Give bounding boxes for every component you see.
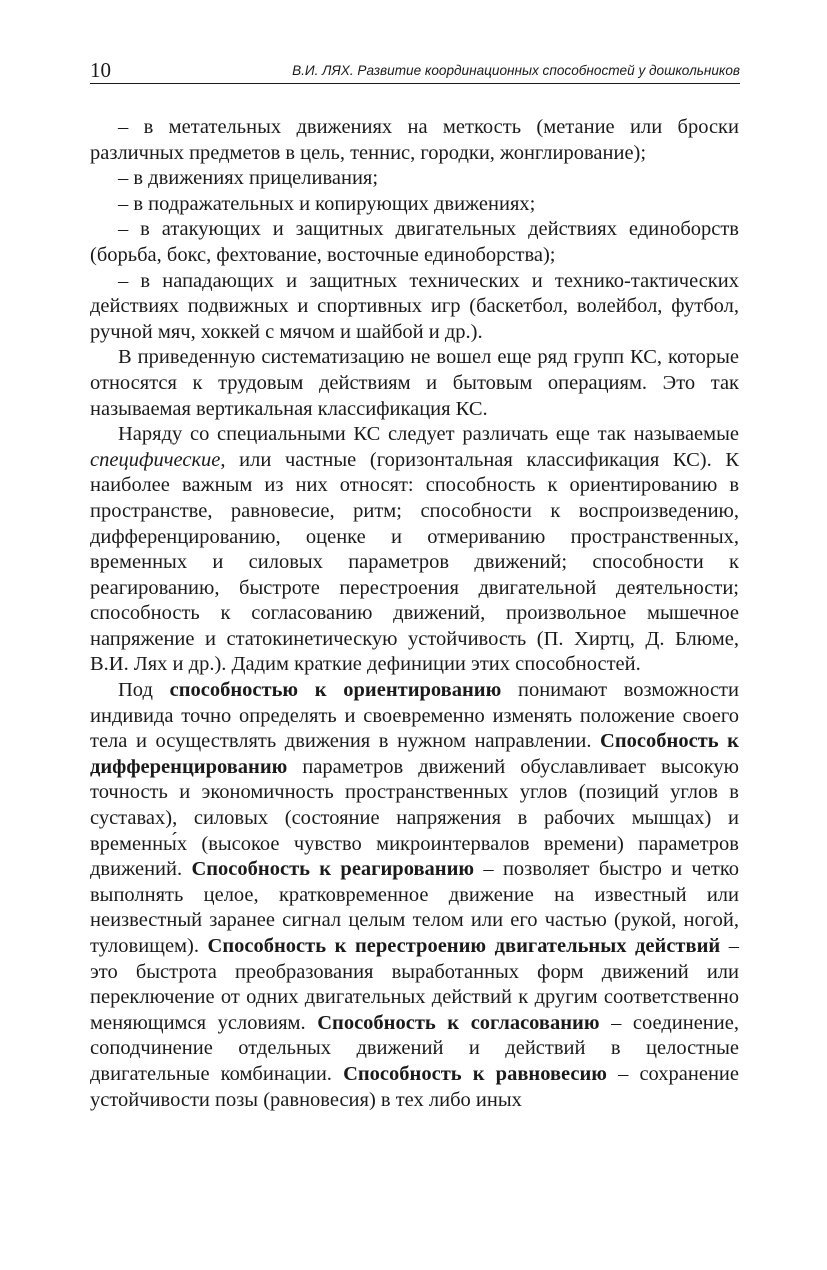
text-segment: – позволяет быстро и четко выполнять целое, кратковременное движение на известный или неизвестный заранее сигнал целым телом или его частью (рукой, ногой, туловищем). (90, 858, 739, 957)
paragraph-specific-abilities (90, 422, 739, 678)
header-rule (90, 83, 740, 84)
paragraph-definitions (90, 678, 739, 1113)
text-segment: параметров движений обуславливает высокую точность и экономичность пространственных углов (позиций углов в суставах), силовых (состояние напряжения в рабочих мышцах) и временны́х (высокое чувство микроинтервалов времени) параметров движений. (90, 755, 739, 881)
body-text (90, 115, 739, 1113)
text-segment: понимают возможности индивида точно определять и своевременно изменять положение своего тела и осуществлять движения в нужном направлении. (90, 679, 739, 753)
list-item-games: – в нападающих и защитных технических и технико-тактических действиях подвижных и спортивных игр (баскетбол, волейбол, футбол, ручной мяч, хоккей с мячом и шайбой и др.). (90, 269, 739, 343)
text-segment: Под (118, 679, 170, 702)
list-item-aiming: – в движениях прицеливания; (118, 167, 379, 190)
text-segment: – это быстрота преобразования выработанных форм движений или переключение от одних двигательных действий к другим соответственно меняющимся условиям. (90, 935, 740, 1034)
text-segment: – соединение, соподчинение отдельных движений и действий в целостные двигательные комбинации. (90, 1011, 739, 1085)
term-differentiation: Способность к дифференцированию (90, 730, 739, 778)
term-restructuring: Способность к перестроению двигательных действий (207, 935, 721, 957)
list-item-imitating: – в подражательных и копирующих движениях; (118, 192, 536, 215)
term-balance: Способность к равновесию (343, 1062, 607, 1085)
page-number: 10 (90, 58, 111, 82)
list-item-combat: – в атакующих и защитных двигательных действиях единоборств (борьба, бокс, фехтование, восточные единоборства); (90, 218, 739, 266)
term-coordination: Способность к согласованию (317, 1011, 600, 1034)
paragraph-vertical-classification: В приведенную систематизацию не вошел еще ряд групп КС, которые относятся к трудовым действиям и бытовым операциям. Это так называемая вертикальная классификация КС. (90, 346, 739, 420)
term-orientation: способностью к ориентированию (169, 679, 502, 702)
text-segment: Наряду со специальными КС следует различать еще так называемые (118, 423, 739, 446)
page-header (90, 56, 740, 84)
text-segment: , или частные (горизонтальная классификация КС). К наиболее важным из них относят: способность к ориентированию в пространстве, равновесие, ритм; способности к воспроизведению, дифференцированию, оценке и отмериванию пространственных, временных и силовых параметров движений; способности к реагированию, быстроте перестроения двигательной деятельности; способность к согласованию движений, произвольное мышечное напряжение и статокинетическую устойчивость (П. Хиртц, Д. Блюме, В.И. Лях и др.). Дадим краткие дефиниции этих способностей. (90, 448, 739, 676)
list-item-throwing: – в метательных движениях на меткость (метание или броски различных предметов в цель, теннис, городки, жонглирование); (90, 116, 739, 164)
text-segment: – сохранение устойчивости позы (равновесия) в тех либо иных (90, 1062, 739, 1111)
running-title: В.И. ЛЯХ. Развитие координационных способностей у дошкольников (292, 63, 740, 78)
emphasis-term: специфические (90, 448, 221, 471)
term-reaction: Способность к реагированию (191, 858, 475, 881)
